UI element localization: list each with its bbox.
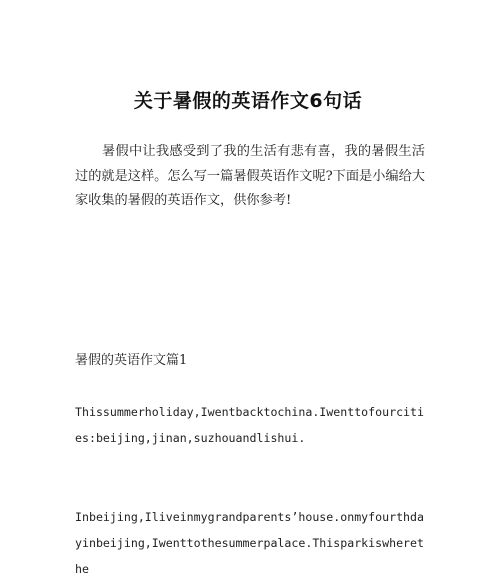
document-title: 关于暑假的英语作文6句话 bbox=[133, 90, 363, 112]
body-paragraph-2: Inbeijing,Iliveinmygrandparents’house.onmyfourthdayinbeijing,Iwenttothesummerpalace.Thisparkiswherethe bbox=[75, 510, 425, 576]
section-heading: 暑假的英语作文篇1 bbox=[75, 353, 188, 368]
intro-paragraph: 暑假中让我感受到了我的生活有悲有喜，我的暑假生活过的就是这样。怎么写一篇暑假英语作文呢?下面是小编给大家收集的暑假的英语作文，供你参考! bbox=[75, 144, 425, 208]
body-paragraph-1: Thissummerholiday,Iwentbacktochina.Iwenttofourcities:beijing,jinan,suzhouandlishui. bbox=[75, 405, 425, 445]
